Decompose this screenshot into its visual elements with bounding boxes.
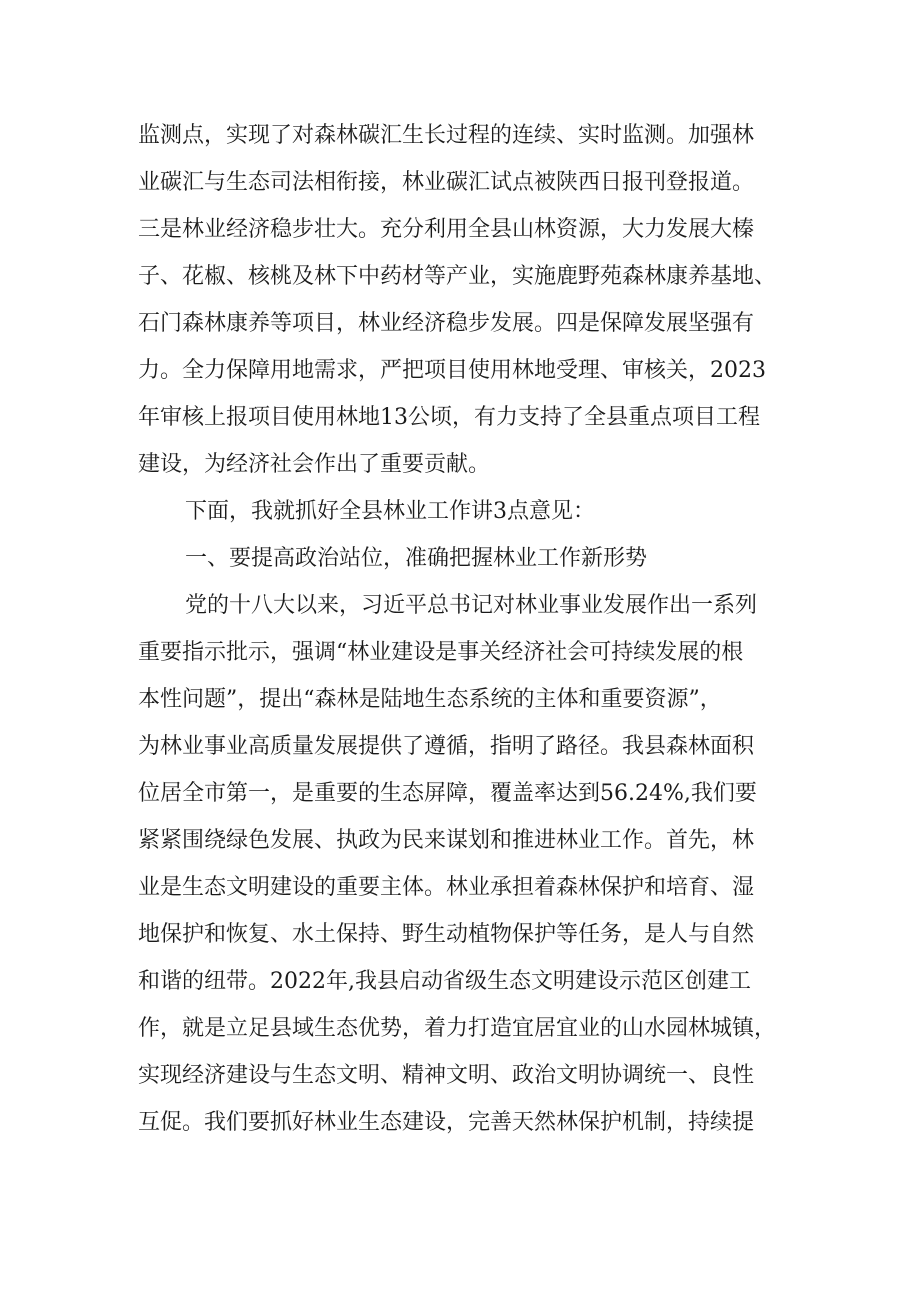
text-line: 监测点，实现了对森林碳汇生长过程的连续、实时监测。加强林: [138, 123, 755, 148]
text-line: 和谐的纽带。2022年,我县启动省级生态文明建设示范区创建工: [138, 969, 751, 994]
text-line: 实现经济建设与生态文明、精神文明、政治文明协调统一、良性: [138, 1063, 755, 1088]
text-line: 本性问题”，提出“森林是陆地生态系统的主体和重要资源”，: [138, 687, 722, 712]
text-line: 业是生态文明建设的重要主体。林业承担着森林保护和培育、湿: [138, 875, 755, 900]
document-body: [138, 112, 798, 1146]
text-line: 位居全市第一，是重要的生态屏障，覆盖率达到56.24%,我们要: [138, 781, 757, 806]
text-line: 三是林业经济稳步壮大。充分利用全县山林资源，大力发展大榛: [138, 217, 755, 242]
intro-sentence: 下面，我就抓好全县林业工作讲3点意见：: [185, 499, 595, 524]
text-line: 互促。我们要抓好林业生态建设，完善天然林保护机制，持续提: [138, 1110, 755, 1135]
text-line: 建设，为经济社会作出了重要贡献。: [138, 452, 491, 477]
text-line: 紧紧围绕绿色发展、执政为民来谋划和推进林业工作。首先，林: [138, 828, 755, 853]
text-line: 作，就是立足县域生态优势，着力打造宜居宜业的山水园林城镇，: [138, 1016, 777, 1041]
text-line: 重要指示批示，强调“林业建设是事关经济社会可持续发展的根: [138, 640, 744, 665]
text-line: 子、花椒、核桃及林下中药材等产业，实施鹿野苑森林康养基地、: [138, 264, 777, 289]
text-line: 地保护和恢复、水土保持、野生动植物保护等任务，是人与自然: [138, 922, 755, 947]
text-line: 业碳汇与生态司法相衔接，林业碳汇试点被陕西日报刊登报道。: [138, 170, 755, 195]
text-line: 年审核上报项目使用林地13公顷，有力支持了全县重点项目工程: [138, 405, 760, 430]
text-line: 力。全力保障用地需求，严把项目使用林地受理、审核关，2023: [138, 358, 766, 383]
text-line: 为林业事业高质量发展提供了遵循，指明了路径。我县森林面积: [138, 734, 755, 759]
section-heading: 一、要提高政治站位，准确把握林业工作新形势: [185, 546, 648, 571]
text-line: 党的十八大以来，习近平总书记对林业事业发展作出一系列: [185, 593, 758, 618]
text-line: 石门森林康养等项目，林业经济稳步发展。四是保障发展坚强有: [138, 311, 755, 336]
